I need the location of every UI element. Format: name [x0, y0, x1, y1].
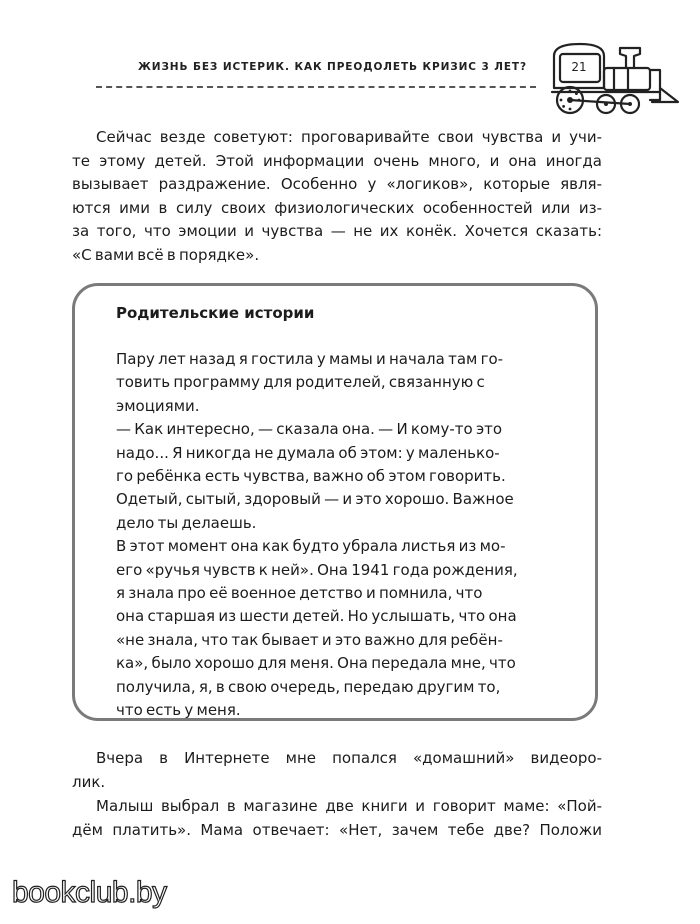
text-line: ются ими в силу своих физиологических особенностей или из- [72, 198, 602, 217]
story-line: В этот момент она как будто убрала листья из мо- [116, 537, 506, 556]
header-dashed-rule [96, 86, 536, 88]
train-icon [548, 40, 686, 120]
story-line: ка», было хорошо для меня. Она передала мне, что [116, 654, 516, 673]
story-line: дело ты делаешь. [116, 513, 257, 532]
story-line: «не знала, что так бывает и это важно для ребён- [116, 630, 503, 649]
text-line: «С вами всё в порядке». [72, 245, 260, 264]
running-header-title: ЖИЗНЬ БЕЗ ИСТЕРИК. КАК ПРЕОДОЛЕТЬ КРИЗИС 3 ЛЕТ? [138, 61, 527, 73]
text-line: за того, что эмоции и чувства — не их конёк. Хочется сказать: [72, 222, 602, 240]
story-line: его «ручья чувств к ней». Она 1941 года рождения, [116, 560, 518, 579]
story-line: что есть у меня. [116, 701, 241, 720]
story-line: Пару лет назад я гостила у мамы и начала там го- [116, 350, 504, 368]
text-line: лик. [72, 772, 106, 791]
page-number: 21 [571, 60, 587, 74]
text-line: Сейчас везде советуют: проговаривайте свои чувства и учи- [96, 128, 602, 146]
text-line: те этому детей. Этой информации очень много, и она иногда [72, 151, 602, 170]
story-line: получила, я, в свою очередь, передаю другим то, [116, 677, 501, 696]
story-line: товить программу для родителей, связанную с [116, 373, 485, 392]
watermark-logo: bookclub.by [12, 876, 167, 909]
text-line: дём платить». Мама отвечает: «Нет, зачем тебе две? Положи [72, 820, 602, 839]
story-line: она старшая из шести детей. Но услышать, что она [116, 607, 517, 626]
story-box-text [116, 348, 586, 723]
story-line: надо... Я никогда не думала об этом: у маленько- [116, 443, 500, 462]
story-line: эмоциями. [116, 396, 200, 415]
text-line: Малыш выбрал в магазине две книги и говорит маме: «Пой- [96, 797, 602, 815]
text-line: вызывает раздражение. Особенно у «логиков», которые явля- [72, 175, 602, 193]
intro-paragraph [72, 126, 602, 267]
story-box-title: Родительские истории [116, 304, 315, 322]
paragraph-books [72, 795, 602, 842]
story-line: го ребёнка есть чувства, важно об этом говорить. [116, 467, 506, 486]
story-line: я знала про её военное детство и помнила, что [116, 584, 483, 603]
text-line: Вчера в Интернете мне попался «домашний» видеоро- [96, 749, 602, 767]
paragraph-video [72, 747, 602, 794]
story-line: — Как интересно, — сказала она. — И кому-то это [116, 420, 503, 439]
story-line: Одетый, сытый, здоровый — и это хорошо. Важное [116, 490, 514, 509]
